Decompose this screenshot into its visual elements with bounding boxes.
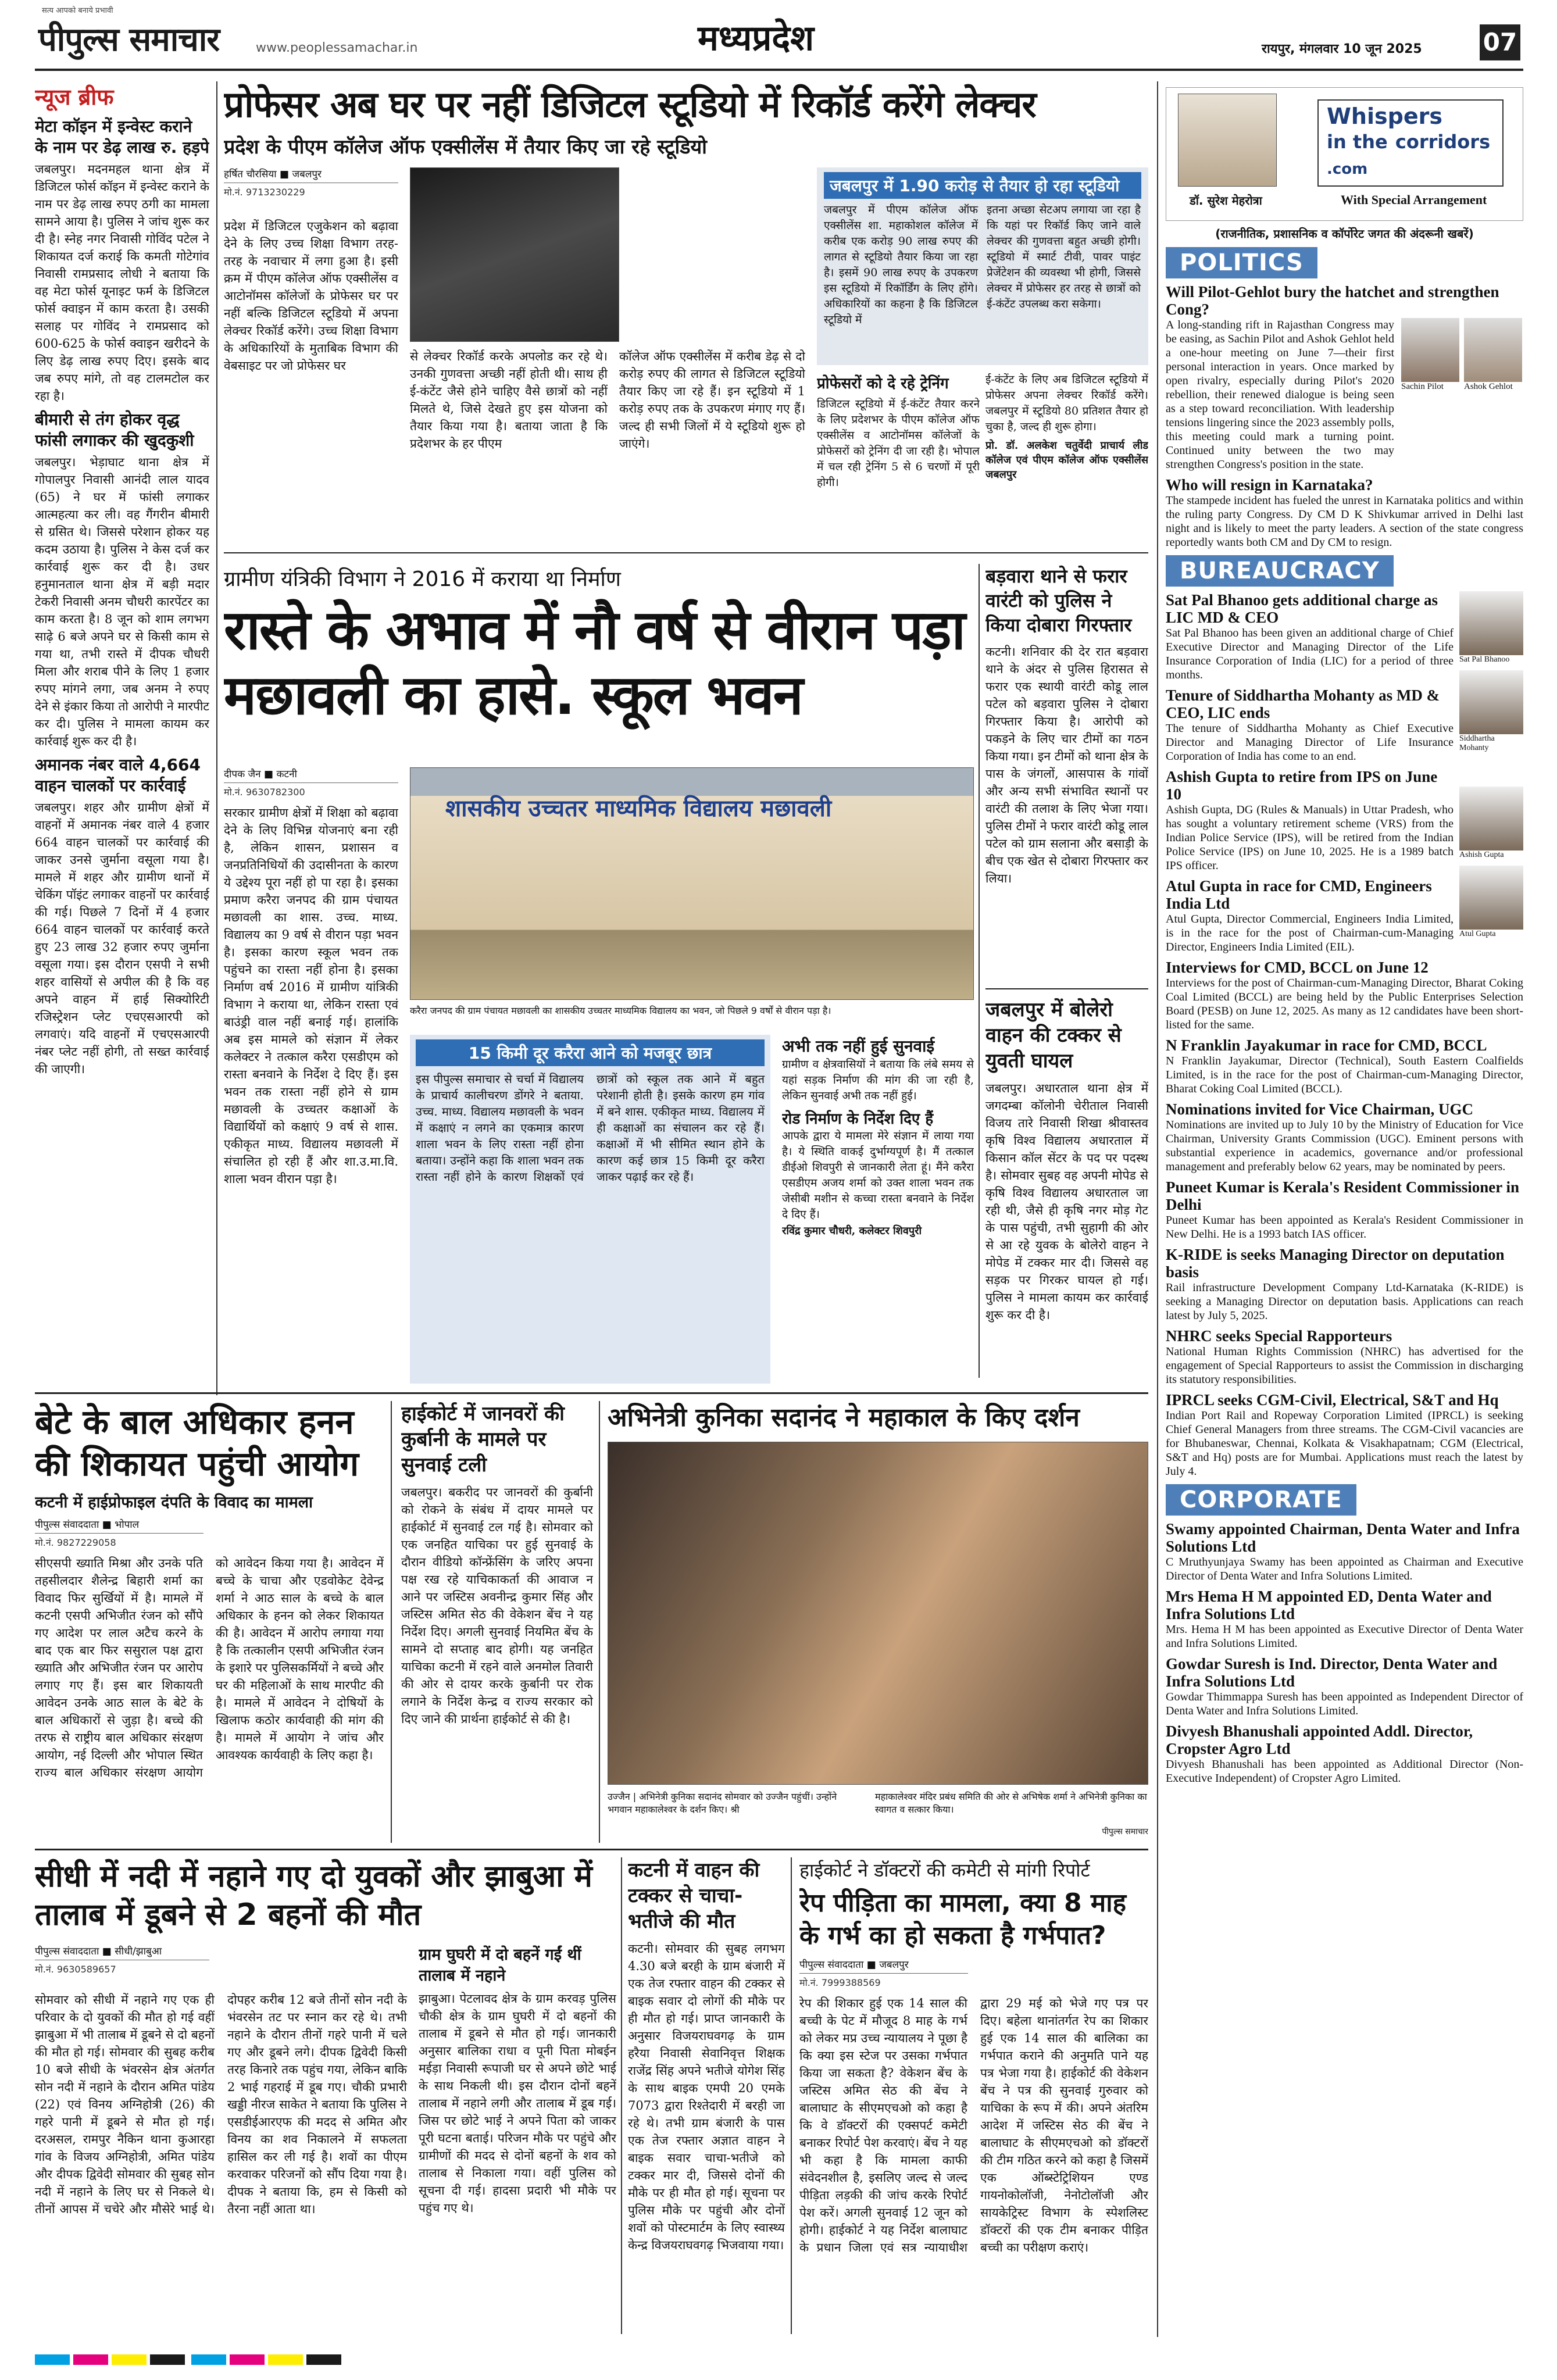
item-text: Mrs. Hema H M has been appointed as Executive Director of Denta Water and Infra Solutions Limited.: [1166, 1623, 1523, 1650]
issue-date: रायपुर, मंगलवार 10 जून 2025: [1262, 42, 1422, 56]
item-headline: Atul Gupta in race for CMD, Engineers India Ltd: [1166, 877, 1432, 912]
school-photo: [410, 767, 974, 1000]
item-headline: Will Pilot-Gehlot bury the hatchet and strengthen Cong?: [1166, 283, 1499, 318]
section-title: मध्यप्रदेश: [698, 18, 815, 59]
corporate-section: [1166, 1520, 1523, 1785]
kicker: हाईकोर्ट ने डॉक्टरों की कमेटी से मांगी रिपोर्ट: [799, 1859, 1090, 1881]
story-child-rights: [35, 1401, 384, 1843]
deck: कटनी में हाईप्रोफाइल दंपति के विवाद का मामला: [35, 1493, 313, 1511]
brief-label: न्यूज ब्रीफ: [35, 84, 114, 110]
headline: अभिनेत्री कुनिका सदानंद ने महाकाल के किए दर्शन: [608, 1403, 1080, 1432]
mobile: मो.नं. 9827229058: [35, 1537, 116, 1548]
item-text: Sat Pal Bhanoo has been given an additional charge of Chief Executive Director and Managing Director of the Life Insurance Corporation of India (LIC) for a period of three months.: [1166, 627, 1454, 681]
item-text: Rail infrastructure Development Company Ltd-Karnataka (K-RIDE) is seeking a Managing Director on deputation basis. Applications can reach latest by July 5, 2025.: [1166, 1281, 1523, 1322]
box-title: जबलपुर में 1.90 करोड़ से तैयार हो रहा स्टूडियो: [824, 172, 1141, 199]
col-2: से लेक्चर रिकॉर्ड करके अपलोड कर रहे थे। उनकी गुणवत्ता अच्छी नहीं होती थी। साथ ही ई-कंटेंट जैसे होने चाहिए वैसे छात्रों को नहीं मिलते थे, जिसे देखते हुए इस योजना को तैयार किया गया है। बताया जाता है कि प्रदेशभर के हर पीएम: [410, 349, 608, 451]
print-color-bar: [35, 2354, 1523, 2372]
quote-box: [985, 372, 1148, 535]
brief-headline: अमानक नंबर वाले 4,664 वाहन चालकों पर कार्रवाई: [35, 755, 201, 795]
headline: रास्ते के अभाव में नौ वर्ष से वीरान पड़ा मछावली का हासे. स्कूल भवन: [224, 599, 965, 727]
box-text: इस पीपुल्स समाचार से चर्चा में विद्यालय के प्राचार्य कालीचरण डोंगरे ने बताया. उच्च. माध्य. विद्यालय मछावली के भवन में कक्षाएं न लगने का एकमात्र कारण शाला भवन के लिए रास्ता नहीं होना बताया। उन्होंने कहा कि शाला भवन तक रास्ता नहीं होने के कारण शिक्षकों एवं छात्रों को स्कूल तक आने में बहुत परेशानी होती है। इसके कारण हम गांव में बने शास. एकीकृत माध्य. विद्यालय में ही कक्षाओं का संचालन कर रहे हैं। कक्षाओं में भी सीमित स्थान होने के कारण कई छात्र 15 किमी दूर करैरा जाकर पढ़ाई कर रहे हैं।: [416, 1072, 765, 1184]
item-text: C Mruthyunjaya Swamy has been appointed as Chairman and Executive Director of Denta Water and Infra Solutions Limited.: [1166, 1556, 1523, 1582]
item-headline: Mrs Hema H M appointed ED, Denta Water and Infra Solutions Ltd: [1166, 1588, 1492, 1623]
byline: पीपुल्स संवाददाता ■ जबलपुर: [799, 1958, 968, 1974]
headline: सीधी में नदी में नहाने गए दो युवकों और झाबुआ में तालाब में डूबने से 2 बहनों की मौत: [35, 1859, 592, 1932]
photo-credit: पीपुल्स समाचार: [1102, 1827, 1148, 1836]
item-text: A long-standing rift in Rajasthan Congress may be easing, as Sachin Pilot and Ashok Gehlot held a one-hour meeting on June 7—their first personal interaction in years. Once marked by open rivalry, especially during Pilot's 2020 rebellion, their renewed dialogue is being seen as a step toward reconciliation. With leadership tensions lingering since the 2023 assembly polls, this meeting could mark a turning point. Continued unity between the two may strengthen Congress's position in the state.: [1166, 319, 1394, 471]
headline: हाईकोर्ट में जानवरों की कुर्बानी के मामले पर सुनवाई टली: [401, 1402, 565, 1477]
whispers-header: [1166, 87, 1523, 221]
officer-photo: [1459, 591, 1523, 655]
story-uncle-nephew: [628, 1857, 785, 2334]
mobile: मो.नं. 9630589657: [35, 1964, 116, 1975]
tagline: सत्य आपको बनाये प्रभावी: [42, 6, 113, 15]
box-text: आपके द्वारा ये मामला मेरे संज्ञान में लाया गया है। ये स्थिति वाकई दुर्भाग्यपूर्ण है। मैं तत्काल डीईओ शिवपुरी से जानकारी लेता हूं। मैंने करैरा एसडीएम अजय शर्मा को उक्त शाला भवन तक जेसीबी मशीन से कच्चा रास्ता बनवाने के निर्देश दे दिए हैं।: [782, 1130, 974, 1221]
body: जबलपुर। बकरीद पर जानवरों की कुर्बानी को रोकने के संबंध में दायर मामले पर हाईकोर्ट में सुनवाई टल गई है। सोमवार को एक जनहित याचिका पर हुई सुनवाई के दौरान वीडियो कॉन्फ्रेंसिंग के जरिए अपना पक्ष रख रहे याचिकाकर्ता की आवाज न आने पर जस्टिस अवनीन्द्र कुमार सिंह और जस्टिस अमित सेठ की वेकेशन बेंच ने यह निर्देश दिए। अगली सुनवाई नियमित बेंच के सामने दो सप्ताह बाद होगी। यह जनहित याचिका कटनी में रहने वाले अनमोल तिवारी की ओर से दायर करके कुर्बानी पर रोक लगाने के निर्देश केन्द्र व राज्य सरकार को दिए जाने की प्रार्थना हाईकोर्ट से की है।: [401, 1485, 593, 1726]
box-title: अभी तक नहीं हुई सुनवाई: [782, 1037, 935, 1056]
item-headline: K-RIDE is seeks Managing Director on deputation basis: [1166, 1246, 1505, 1281]
item-headline: Swamy appointed Chairman, Denta Water and Infra Solutions Ltd: [1166, 1520, 1520, 1555]
brief-item: [35, 409, 209, 750]
story-rape-case: [799, 1857, 1148, 2334]
body: कटनी। शनिवार की देर रात बड़वारा थाने के अंदर से पुलिस हिरासत से फरार एक स्थायी वारंटी कोडू लाल पटेल को बड़वारा पुलिस ने दोबारा गिरफ्तार किया है। आरोपी को पकड़ने के लिए चार टीमों का गठन किया गया। इन टीमों को थाना क्षेत्र के पास के जंगलों, आसपास के गांवों और अन्य सभी संभावित स्थानों पर वारंटी की तलाश के लिए भेजा गया। पुलिस टीमों ने फरार वारंटी कोडू लाल पटेल को ग्राम सलाना और बसाड़ी के बीच एक खेत से दोबारा गिरफ्तार कर लिया।: [985, 645, 1148, 885]
box-no-hearing: [782, 1035, 974, 1384]
byline: दीपक जैन ■ कटनी: [224, 767, 398, 783]
kicker: ग्रामीण यंत्रिकी विभाग ने 2016 में कराया था निर्माण: [224, 567, 621, 591]
item-text: The tenure of Siddhartha Mohanty as Chief Executive Director and Managing Director of Life Insurance Corporation of India has come to an end.: [1166, 722, 1454, 763]
item-text: Interviews for the post of Chairman-cum-Managing Director, Bharat Coking Coal Limited (BCCL) are being held by the Public Enterprises Selection Board (PESB) on June 12, 2025. As many as 12 candidates have been short-listed for the same.: [1166, 977, 1523, 1031]
headline: कटनी में वाहन की टक्कर से चाचा-भतीजे की मौत: [628, 1859, 760, 1933]
item-headline: Interviews for CMD, BCCL on June 12: [1166, 959, 1429, 976]
politics-section: Will Pilot-Gehlot bury the hatchet and strengthen Cong? A long-standing rift in Rajasthan Congress may be easing, as Sachin Pilot and Ashok Gehlot held a one-hour meeting on June 7—their first personal interaction in years. Once marked by open rivalry, especially during Pilot's 2020 rebellion, their renewed dialogue is being seen as a step toward reconciliation. With leadership tensions lingering since the 2023 assembly polls, this meeting could mark a turning point. Continued unity between the two may strengthen Congress's position in the state. Sachin Pilot Ashok Gehlot Who will resign in Karnataka? The stampede incident has fueled the unrest in Karnataka politics and within the ruling party Congress. Dy CM D K Shivkumar arrived in Delhi last night and is likely to meet the party leaders. A section of the state congress reportedly wants both CM and Dy CM to resign.: [1166, 283, 1523, 549]
item-headline: Divyesh Bhanushali appointed Addl. Director, Cropster Agro Ltd: [1166, 1723, 1473, 1757]
story-school-building: [224, 564, 974, 1384]
body: जबलपुर। अधारताल थाना क्षेत्र में जगदम्बा कॉलोनी चेरीताल निवासी विजय तारे निवासी शिखा श्रीवास्तव कृषि विश्व विद्यालय अधारताल में किसान कॉल सेंटर के पद पर पदस्थ है। सोमवार सुबह वह अपनी मोपेड से कृषि विश्व विद्यालय अधारताल जा रही थी, जैसे ही कृषि नगर मोड़ गेट के पास पहुंची, तभी सुहागी की ओर से आ रहे युवक के बोलेरो वाहन ने मोपेड में टक्कर मार दी। जिससे वह सड़क पर गिरकर घायल हो गई। पुलिस ने मामला कायम कर कार्रवाई शुरू कर दी है।: [985, 1081, 1148, 1322]
item-text: N Franklin Jayakumar, Director (Technical), South Eastern Coalfields Limited, is in the race for the post of Chairman-cum-Managing Director, Bharat Coking Coal Limited (BCCL).: [1166, 1055, 1523, 1095]
item-text: Nominations are invited up to July 10 by the Ministry of Education for Vice Chairman, University Grants Commission (UGC). Eminent persons with substantial experience in academics, governance and/or professional management and preferably below 62 years, may be nominated by peers.: [1166, 1118, 1523, 1173]
subbody: झाबुआ। पेटलावद क्षेत्र के ग्राम करवड़ पुलिस चौकी क्षेत्र के ग्राम घुघरी में दो बहनों की तालाब में डूबने से मौत हो गई। जानकारी अनुसार बालिका राधा व पूनी पिता मोबईन मईड़ा निवासी रूपाजी घर से अपने छोटे भाई के साथ निकली थी। इस दौरान दोनों बहनें तालाब में नहाने लगी और तालाब में डूब गई। जिस पर छोटे भाई ने अपने पिता को जाकर पूरी घटना बताई। परिजन मौके पर पहुंचे और ग्रामीणों की मदद से दोनों बहनों के शव को तालाब से निकाला गया। वहीं पुलिस को सूचना दी गई। हादसा प्रदारी भी मौके पर पहुंच गए थे।: [419, 1992, 616, 2215]
item-text: Puneet Kumar has been appointed as Kerala's Resident Commissioner in New Delhi. He is a 1993 batch IAS officer.: [1166, 1214, 1523, 1241]
training-text: डिजिटल स्टूडियो में ई-कंटेंट तैयार करने के लिए प्रदेशभर के पीएम कॉलेज ऑफ एक्सीलेंस व आटोनॉमस कॉलेजों के प्रोफेसरों को ट्रेनिंग दी जा रही है। भोपाल में चल रही ट्रेनिंग 5 से 6 चरणों में पूरी होगी।: [817, 398, 980, 489]
story-digital-studio: [224, 81, 1148, 546]
box-title: रोड निर्माण के निर्देश दिए हैं: [782, 1110, 934, 1128]
kunika-photo: [608, 1442, 1148, 1785]
body: कटनी। सोमवार की सुबह लगभग 4.30 बजे बरही के ग्राम बंजारी में एक तेज रफ्तार वाहन की टक्कर से बाइक सवार दो लोगों की मौके पर ही मौत हो गई। प्राप्त जानकारी के अनुसार विजयराघवगढ़ के ग्राम हरैया निवासी सेवानिवृत्त शिक्षक राजेंद्र सिंह अपने भतीजे योगेश सिंह के साथ बाइक एमपी 20 एमके 7073 द्वारा रिश्तेदारी में बरही जा रहे थे। तभी ग्राम बंजारी के पास एक तेज रफ्तार अज्ञात वाहन ने बाइक सवार चाचा-भतीजे को टक्कर मार दी, जिससे दोनों की मौके पर ही मौत हो गई। सूचना पर पुलिस मौके पर पहुंची और दोनों शवों को पोस्टमार्टम के लिए स्वास्थ्य केन्द्र विजयराघवगढ़ भिजवाया गया।: [628, 1942, 785, 2252]
caption-1: उज्जैन | अभिनेत्री कुनिका सदानंद सोमवार को उज्जैन पहुंचीं। उन्होंने भगवान महाकालेश्वर के दर्शन किए। श्री: [608, 1791, 837, 1815]
quote: ई-कंटेंट के लिए अब डिजिटल स्टूडियो में प्रोफेसर अपना लेक्चर रिकॉर्ड करेंगे। जबलपुर में स्टूडियो 80 प्रतिशत तैयार हो चुका है, जल्द ही शुरू होगा।: [985, 373, 1148, 433]
headline: रेप पीड़िता का मामला, क्या 8 माह के गर्भ का हो सकता है गर्भपात?: [799, 1888, 1126, 1950]
whispers-logo: Whispers in the corridors .com: [1317, 99, 1504, 187]
paper-logo: पीपुल्स समाचार: [38, 21, 220, 59]
masthead: [0, 0, 1557, 76]
page-number: 07: [1480, 24, 1520, 60]
bureaucracy-section: Sat Pal Bhanoo gets additional charge as LIC MD & CEO Sat Pal Bhanoo has been given an additional charge of Chief Executive Director and Managing Director of the Life Insurance Corporation of India (LIC) for a period of three months. Tenure of Siddhartha Mohanty as MD & CEO, LIC ends The tenure of Siddhartha Mohanty as Chief Executive Director and Managing Director of Life Insurance Corporation of India has come to an end. Sat Pal Bhanoo Siddhartha Mohanty Ashish Gupta to retire from IPS on June 10 Ashish Gupta, DG (Rules & Manuals) in Uttar Pradesh, who has sought a voluntary retirement scheme (VRS) from the Indian Police Service (IPS), will be retired from the Indian Police Service (IPS) on June 10, 2025. He is a 1989 batch IPS officer. Atul Gupta in race for CMD, Engineers India Ltd Atul Gupta, Director Commercial, Engineers India Limited, is in the race for the post of Chairman-cum-Managing Director, Engineers India Limited (EIL). Ashish Gupta Atul Gupta Interviews for CMD, BCCL on June 12 Interviews for the post of Chairman-cum-Managing Director, Bharat Coking Coal Limited (BCCL) are being held by the Public Enterprises Selection Board (PESB) on June 12, 2025. As many as 12 candidates have been short-listed for the same. N Franklin Jayakumar in race for CMD, BCCL N Franklin Jayakumar, Director (Technical), South Eastern Coalfields Limited, is in the race for the post of Chairman-cum-Managing Director, Bharat Coking Coal Limited (BCCL). Nominations invited for Vice Chairman, UGC Nominations are invited up to July 10 by the Ministry of Education for Vice Chairman, University Grants Commission (UGC). Eminent persons with substantial experience in academics, governance and/or professional management and preferably below 62 years, may be nominated by peers. Puneet Kumar is Kerala's Resident Commissioner in Delhi Puneet Kumar has been appointed as Kerala's Resident Commissioner in New Delhi. He is a 1993 batch IAS officer. K-RIDE is seeks Managing Director on deputation basis Rail infrastructure Development Company Ltd-Karnataka (K-RIDE) is seeking a Managing Director on deputation basis. Applications can reach latest by July 5, 2025. NHRC seeks Special Rapporteurs National Human Rights Commission (NHRC) has advertised for the engagement of Special Rapporteurs to assist the Commission in discharging its statutory responsibilities. IPRCL seeks CGM-Civil, Electrical, S&T and Hq Indian Port Rail and Ropeway Corporation Limited (IPRCL) is seeking Chief General Managers from three streams. The CGM-Civil vacancies are for Bhubaneswar, Chennai, Kolkata & Visakhapatnam; CGM (Electrical, S&T and Hq) posts are for Mumbai. Applications must reach the latest by July 4.: [1166, 591, 1523, 1478]
quote-by: प्रो. डॉ. अलकेश चतुर्वेदी प्राचार्य लीड कॉलेज एवं पीएम कॉलेज ऑफ एक्सीलेंस जबलपुर: [985, 439, 1148, 481]
col-1: प्रदेश में डिजिटल एजुकेशन को बढ़ावा देने के लिए उच्च शिक्षा विभाग तरह-तरह के नवाचार में लगा हुआ है। इसी क्रम में पीएम कॉलेज ऑफ एक्सीलेंस व आटोनॉमस कॉलेजों के प्रोफेसर घर पर नहीं बल्कि डिजिटल स्टूडियो में अपना लेक्चर रिकॉर्ड करेंगे। उच्च शिक्षा विभाग के अधिकारियों के मुताबिक विभाग की वेबसाइट पर जो प्रोफेसर घर: [224, 219, 398, 373]
mobile: मो.नं. 9713230229: [224, 187, 305, 198]
site-url[interactable]: www.peoplessamachar.in: [256, 41, 418, 55]
school-sign: शासकीय उच्चतर माध्यमिक विद्यालय मछावली: [445, 795, 832, 822]
item-text: Ashish Gupta, DG (Rules & Manuals) in Uttar Pradesh, who has sought a voluntary retirement scheme (VRS) from the Indian Police Service (IPS), will be retired from the Indian Police Service (IPS) on June 10, 2025. He is a 1989 batch IPS officer.: [1166, 803, 1454, 872]
columnist-photo: [1178, 94, 1277, 187]
item-headline: Tenure of Siddhartha Mohanty as MD & CEO, LIC ends: [1166, 687, 1440, 721]
item-headline: Who will resign in Karnataka?: [1166, 476, 1373, 494]
story-warrant: [985, 564, 1148, 982]
body: सीएसपी ख्याति मिश्रा और उनके पति तहसीलदार शैलेन्द्र बिहारी शर्मा का विवाद फिर सुर्खियों में है। मामले में कटनी एसपी अभिजीत रंजन को सौंपे गए आदेश पर लाल अटैच करने के बाद एक बार फिर ससुराल पक्ष द्वारा ख्याति और अभिजीत रंजन पर आरोप लगाए गए हैं। इस बार शिकायती आवेदन उनके आठ साल के बेटे के बाल अधिकारों से जुड़ा है। बच्चे की तरफ से राष्ट्रीय बाल अधिकार संरक्षण आयोग, नई दिल्ली और भोपाल स्थित राज्य बाल अधिकार संरक्षण आयोग को आवेदन किया गया है। आवेदन में बच्चे के चाचा और एडवोकेट देवेन्द्र शर्मा ने आठ साल के बच्चे के बाल अधिकार के हनन को लेकर शिकायत की है। आवेदन में आरोप लगाया गया है कि तत्कालीन एसपी अभिजीत रंजन के इशारे पर पुलिसकर्मियों ने बच्चे और घर की महिलाओं के साथ मारपीट की है। मामले में आवेदन ने दोषियों के खिलाफ कठोर कार्यवाही की मांग की है। मामले में आयोग ने जांच और आवश्यक कार्यवाही के लिए कहा है।: [35, 1556, 384, 1779]
item-text: Gowdar Thimmappa Suresh has been appointed as Independent Director of Denta Water and Infra Solutions Limited.: [1166, 1691, 1523, 1717]
studio-photo: [410, 167, 619, 342]
brief-headline: मेटा कॉइन में इन्वेस्ट कराने के नाम पर डेढ़ लाख रु. हड़पे: [35, 117, 209, 157]
officer-photo: [1459, 787, 1523, 850]
item-text: Divyesh Bhanushali has been appointed as Additional Director (Non-Executive Independent) of Cropster Agro Limited.: [1166, 1758, 1523, 1785]
item-headline: NHRC seeks Special Rapporteurs: [1166, 1327, 1392, 1345]
byline: पीपुल्स संवाददाता ■ भोपाल: [35, 1518, 203, 1534]
item-headline: IPRCL seeks CGM-Civil, Electrical, S&T and Hq: [1166, 1391, 1499, 1409]
item-headline: Nominations invited for Vice Chairman, UGC: [1166, 1100, 1474, 1118]
subhead: ग्राम घुघरी में दो बहनें गईं थीं तालाब में नहाने: [419, 1946, 581, 1985]
officer-photo: [1459, 866, 1523, 930]
whispers-tag: (राजनीतिक, प्रशासनिक व कॉर्पोरेट जगत की अंदरूनी खबरें): [1215, 227, 1474, 241]
box-col-1: जबलपुर में पीएम कॉलेज ऑफ एक्सीलेंस शा. महाकोशल कॉलेज में करीब एक करोड़ 90 लाख रुपए की लागत से स्टूडियो तैयार किया जा रहा है। इसमें 90 लाख रुपए के उपकरण इस स्टूडियो में रिकॉर्डिंग के लिए होंगे। अधिकारियों का कहना है कि डिजिटल स्टूडियो में: [824, 203, 978, 326]
training-title: प्रोफेसरों को दे रहे ट्रेनिंग: [817, 375, 949, 392]
item-text: National Human Rights Commission (NHRC) has advertised for the engagement of Special Rapporteurs to assist the Commission in discharging its statutory responsibilities.: [1166, 1345, 1523, 1386]
body: सरकार ग्रामीण क्षेत्रों में शिक्षा को बढ़ावा देने के लिए विभिन्न योजनाएं बना रही है, लेकिन शासन, प्रशासन व जनप्रतिनिधियों की उदासीनता के कारण ये उद्देश्य पूरा नहीं हो पा रहा है। इसका प्रमाण करैरा जनपद की ग्राम पंचायत मछावली का शास. उच्च. माध्य. विद्यालय का 9 वर्ष से वीरान पड़ा भवन है। इसका कारण स्कूल भवन तक पहुंचने का रास्ता नहीं होना है। इसका निर्माण वर्ष 2016 में ग्रामीण यांत्रिकी विभाग ने कराया था, लेकिन रास्ता एवं बाउंड्री वाल नहीं बनाई गई। हालांकि अब इस मामले को संज्ञान में लेकर कलेक्टर ने तत्काल करैरा एसडीएम को रास्ता बनवाने के निर्देश दे दिए हैं। इस भवन तक रास्ता नहीं होने से ग्राम मछावली के उच्चतर कक्षाओं के विद्यार्थियों को कक्षाएं 9 वर्ष से शास. एकीकृत माध्य. विद्यालय मछावली में संचालित हो रही हैं और शा.उ.मा.वि. शाला भवन वीरान पड़ा है।: [224, 806, 398, 1186]
story-bolero: [985, 997, 1148, 1381]
training-box: [817, 372, 980, 535]
byline: हर्षित चौरसिया ■ जबलपुर: [224, 167, 398, 183]
item-text: Atul Gupta, Director Commercial, Engineers India Limited, is in the race for the post of Chairman-cum-Managing Director, Engineers India Limited (EIL).: [1166, 913, 1454, 953]
byline: पीपुल्स संवाददाता ■ सीधी/झाबुआ: [35, 1945, 209, 1960]
box-by: रविंद्र कुमार चौधरी, कलेक्टर शिवपुरी: [782, 1225, 922, 1237]
pilot-photo: [1401, 318, 1459, 382]
story-sacrifice-hearing: [401, 1401, 593, 1843]
story-drowning: [35, 1857, 616, 2334]
brief-text: जबलपुर। शहर और ग्रामीण क्षेत्रों में वाहनों में अमानक नंबर वाले 4 हजार 664 वाहन चालकों पर कार्रवाई की जाकर उनसे जुर्माना वसूला गया है। मामले में शहर और ग्रामीण थानों में चेकिंग पॉइंट लगाकर वाहनों पर कार्रवाई की गई। पिछले 7 दिनों में 4 हजार 664 वाहन चालकों पर कार्रवाई करते हुए 23 लाख 32 हजार रुपए जुर्माना वसूला गया। इस दौरान एसपी ने सभी शहर वासियों से अपील की है कि वह अपने वाहन में हाई सिक्योरिटी रजिस्ट्रेशन प्लेट एचएसआरपी को लगवाएं। यदि वाहनों में एचएसआरपी नंबर प्लेट नहीं होगी, तो सख्त कार्रवाई की जाएगी।: [35, 801, 209, 1076]
item-text: The stampede incident has fueled the unrest in Karnataka politics and within the ruling party Congress. Dy CM D K Shivkumar arrived in Delhi last night and is likely to meet the party leaders. A section of the state congress reportedly wants both CM and Dy CM to resign.: [1166, 494, 1523, 549]
gehlot-photo: [1464, 318, 1522, 382]
item-headline: Ashish Gupta to retire from IPS on June 10: [1166, 768, 1438, 803]
headline: बेटे के बाल अधिकार हनन की शिकायत पहुंची आयोग: [35, 1402, 359, 1484]
studio-box: [817, 167, 1148, 365]
col-3: कॉलेज ऑफ एक्सीलेंस में करीब डेढ़ से दो करोड़ रुपए की लागत से डिजिटल स्टूडियो तैयार किए जा रहे हैं। इन स्टूडियो में 1 करोड़ रुपए तक के उपकरण मंगाए गए हैं। जल्द ही सभी जिलों में ये स्टूडियो शुरू हो जाएंगे।: [619, 349, 805, 451]
brief-text: जबलपुर। मदनमहल थाना क्षेत्र में डिजिटल फोर्स कॉइन में इन्वेस्ट कराने के नाम पर डेढ़ लाख रुपए ठगी का मामला सामने आया है। पुलिस ने जांच शुरू कर दी है। स्नेह नगर निवासी गोविंद पटेल ने शिकायत दर्ज कराई कि कमती गोटेगांव निवासी रामप्रसाद लोधी ने बताया कि वह मेटा फोर्स यूनाइट फर्म के डिजिटल फोर्स क्वाइन में काम करता है। उसकी सलाह पर गोविंद ने रामप्रसाद को 600-625 के फोर्स क्वाइन खरीदने के लिए डेढ़ लाख रुपए दिए। इसके बाद जब रुपए मांगे, तो वह टालमटोल कर रहा है।: [35, 162, 209, 403]
bureaucracy-label: BUREAUCRACY: [1166, 555, 1394, 587]
box-students: [410, 1035, 770, 1384]
item-headline: N Franklin Jayakumar in race for CMD, BCCL: [1166, 1037, 1487, 1054]
photo-caption: करैरा जनपद की ग्राम पंचायत मछावली का शासकीय उच्चतर माध्यमिक विद्यालय का भवन, जो पिछले 9 वर्षों से वीरान पड़ा है।: [410, 1005, 831, 1016]
whispers-panel: [1166, 87, 1523, 2337]
politics-label: POLITICS: [1166, 247, 1317, 278]
corporate-label: CORPORATE: [1166, 1484, 1356, 1516]
body: सोमवार को सीधी में नहाने गए एक ही परिवार के दो युवकों की मौत हो गई वहीं झाबुआ में भी तालाब में डूबने से दो बहनों की मौत हो गई। सोमवार की सुबह करीब 10 बजे सीधी के भंवरसेन क्षेत्र अंतर्गत सोन नदी में नहाने के दौरान अमित पांडेय (22) एवं विनय अग्निहोत्री (26) की गहरे पानी में डूबने से मौत हो गई। दरअसल, रामपुर नैकिन थाना कुआरहा गांव के विजय अग्निहोत्री, अमित पांडेय और दीपक द्विवेदी सोमवार की सुबह सोन नदी में नहाने के लिए घर से निकले थे। तीनों आपस में चचेरे और मौसेरे भाई थे। दोपहर करीब 12 बजे तीनों सोन नदी के भंवरसेन तट पर स्नान कर रहे थे। तभी नहाने के दौरान तीनों गहरे पानी में चले गए और डूबने लगे। दीपक द्विवेदी किसी तरह किनारे तक पहुंच गया, लेकिन बाकि 2 भाई गहराई में डूब गए। चौकी प्रभारी खड्डी नीरज साकेत ने बताया कि पुलिस ने एसडीईआरएफ की मदद से अमित और विनय का शव निकालने में सफलता हासिल कर ली गई है। शवों का पीएम करवाकर परिजनों को सौंप दिया गया है। दीपक ने बताया कि, हम से किसी को तैरना नहीं आता था।: [35, 1993, 407, 2216]
item-headline: Puneet Kumar is Kerala's Resident Commissioner in Delhi: [1166, 1178, 1519, 1213]
columnist-name: डॉ. सुरेश मेहरोत्रा: [1190, 194, 1262, 208]
brief-headline: बीमारी से तंग होकर वृद्ध फांसी लगाकर की खुदकुशी: [35, 410, 194, 450]
news-brief-column: [35, 81, 209, 1604]
caption-2: महाकालेश्वर मंदिर प्रबंध समिति की ओर से अभिषेक शर्मा ने अभिनेत्री कुनिका का स्वागत व सत्कार किया।: [875, 1791, 1147, 1815]
brief-item: [35, 755, 209, 1078]
with-arrangement: With Special Arrangement: [1341, 192, 1487, 207]
brief-item: [35, 116, 209, 405]
brief-text: जबलपुर। भेड़ाघाट थाना क्षेत्र में गोपालपुर निवासी आनंदी लाल यादव (65) ने घर में फांसी लगाकर आत्महत्या कर ली। वह गैंगरीन बीमारी से ग्रसित थे। जिससे परेशान होकर यह कदम उठाया है। पुलिस ने केस दर्ज कर कार्रवाई शुरू कर दी है। उधर हनुमानताल थाना क्षेत्र में बड़ी मदार टेकरी निवासी अनम चौधरी कारपेंटर का काम करता है। 8 जून को शाम लगभग साढ़े 6 बजे अपने घर से किसी काम से गया था, तभी रास्ते में दीपक चौधरी मिला और शराब पीने के लिए 1 हजार रुपए मांगने लगा, जब अनम ने रुपए देने से इंकार किया तो आरोपी ने मारपीट कर दी। पुलिस ने मामला कायम कर कार्रवाई शुरू कर दी है।: [35, 455, 209, 748]
deck: प्रदेश के पीएम कॉलेज ऑफ एक्सीलेंस में तैयार किए जा रहे स्टूडियो: [224, 135, 707, 159]
box-title: 15 किमी दूर करैरा आने को मजबूर छात्र: [416, 1039, 765, 1066]
story-kunika: [608, 1401, 1148, 1843]
mobile: मो.नं. 7999388569: [799, 1977, 881, 1988]
box-col-2: इतना अच्छा सेटअप लगाया जा रहा है कि यहां पर रिकॉर्ड किए जाने वाले लेक्चर की गुणवत्ता बहुत अच्छी होगी। स्टूडियो में स्मार्ट टीवी, पावर पाइंट प्रेजेंटेशन की व्यवस्था भी होगी, जिससे लेक्चर में प्रोफेसर हर तरह से छात्रों को ई-कंटेंट उपलब्ध करा सकेगा।: [987, 203, 1141, 310]
box-text: ग्रामीण व क्षेत्रवासियों ने बताया कि लंबे समय से यहां सड़क निर्माण की मांग की जा रही है, लेकिन सुनवाई अभी तक नहीं हुई।: [782, 1058, 974, 1102]
body: रेप की शिकार हुई एक 14 साल की बच्ची के पेट में मौजूद 8 माह के गर्भ को लेकर मप्र उच्च न्यायालय ने पूछा है कि क्या इस स्टेज पर उसका गर्भपात किया जा सकता है? वेकेशन बेंच के जस्टिस अमित सेठ की बेंच ने बालाघाट के सीएमएचओ को कहा है कि वे डॉक्टरों की एक्सपर्ट कमेटी बनाकर रिपोर्ट पेश करवाएं। बेंच ने यह भी कहा है कि मामला काफी संवेदनशील है, इसलिए जल्द से जल्द पीड़िता लड़की की जांच करके रिपोर्ट पेश करें। अगली सुनवाई 12 जून को होगी। हाईकोर्ट ने यह निर्देश बालाघाट के प्रधान जिला एवं सत्र न्यायाधीश द्वारा 29 मई को भेजे गए पत्र पर दिए। बहेला थानांतर्गत रेप का शिकार हुई एक 14 साल की बालिका का गर्भपात कराने की अनुमति पाने यह पत्र भेजा गया है। हाईकोर्ट की वेकेशन बेंच ने पत्र की सुनवाई गुरुवार को याचिका के रूप में की। अपने अंतरिम आदेश में जस्टिस सेठ की बेंच ने बालाघाट के सीएमएचओ को डॉक्टरों की टीम गठित करने को कहा है जिसमें एक ऑब्स्टेट्रिशियन एण्ड गायनोकोलॉजी, नेनोटोलॉजी और सायकेट्रिस्ट विभाग के स्पेशलिस्ट डॉक्टरों की एक टीम बनाकर पीड़ित बच्ची का परीक्षण कराएं।: [799, 1996, 1148, 2254]
headline: जबलपुर में बोलेरो वाहन की टक्कर से युवती घायल: [985, 998, 1122, 1073]
mobile: मो.नं. 9630782300: [224, 787, 305, 798]
headline: बड़वारा थाने से फरार वारंटी को पुलिस ने किया दोबारा गिरफ्तार: [985, 565, 1132, 636]
item-text: Indian Port Rail and Ropeway Corporation Limited (IPRCL) is seeking Chief General Managers from three streams. The CGM-Civil vacancies are for Bhubaneswar, Chennai, Kolkata & Visakhapatnam; CGM (Electrical, S&T and Hq) posts are for Mumbai. Applications must reach the latest by July 4.: [1166, 1409, 1523, 1478]
headline: प्रोफेसर अब घर पर नहीं डिजिटल स्टूडियो में रिकॉर्ड करेंगे लेक्चर: [224, 83, 1036, 126]
item-headline: Gowdar Suresh is Ind. Director, Denta Water and Infra Solutions Ltd: [1166, 1655, 1498, 1690]
officer-photo: [1459, 670, 1523, 734]
item-headline: Sat Pal Bhanoo gets additional charge as LIC MD & CEO: [1166, 591, 1438, 626]
